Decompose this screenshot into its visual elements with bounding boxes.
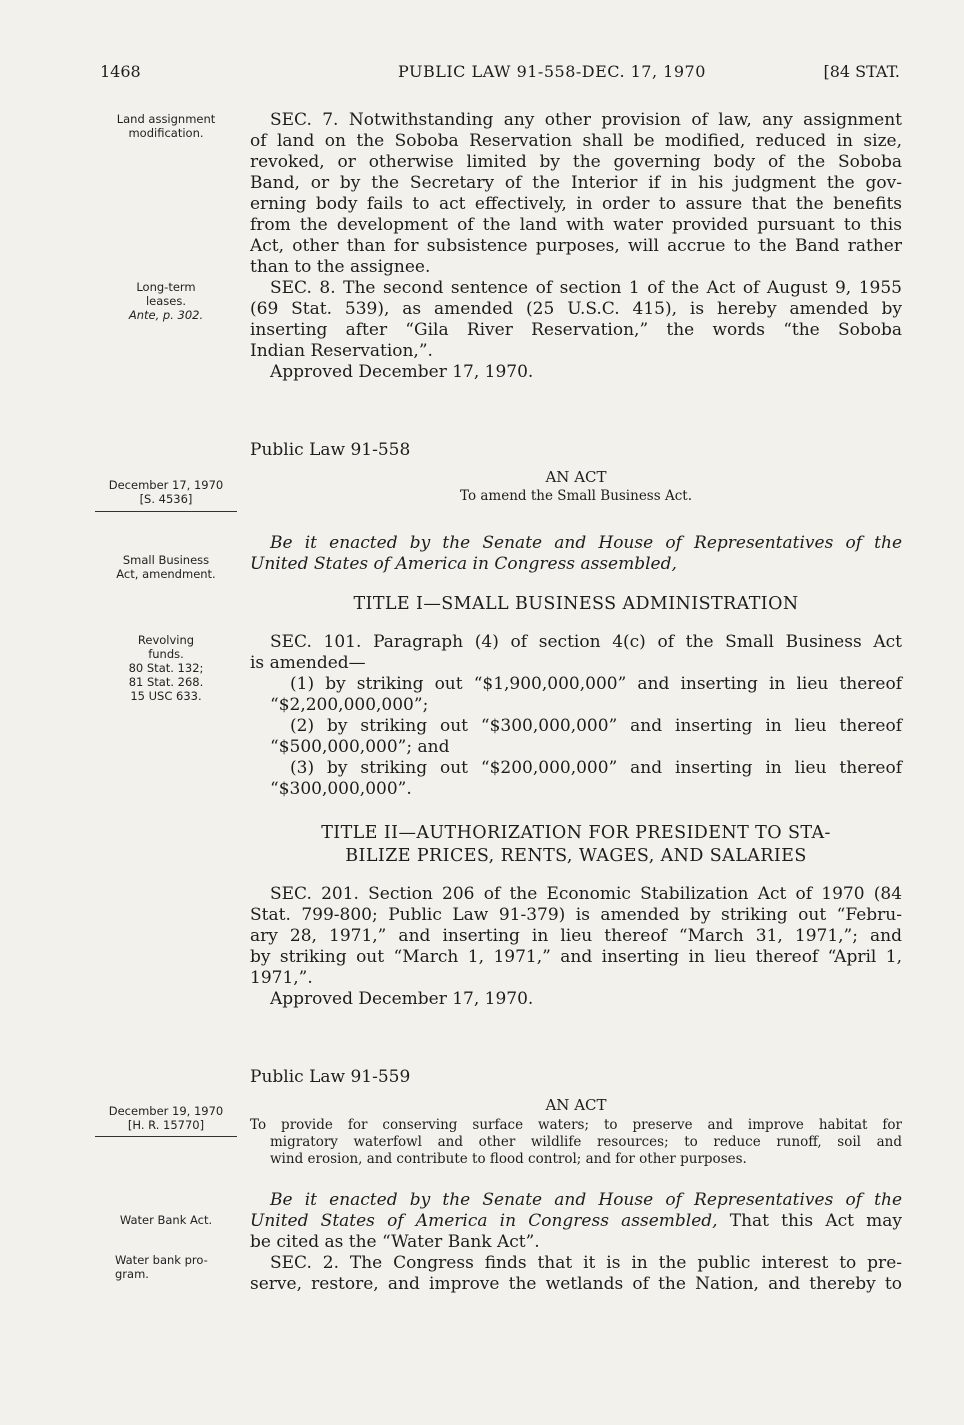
text-line: serve, restore, and improve the wetlands of the Nation, and thereby to [250,1274,902,1294]
text-span: That this Act may [717,1211,902,1231]
margin-note-pl559-date [92,1104,240,1132]
margin-note-small-business [92,553,240,581]
approved-line: Approved December 17, 1970. [270,989,534,1009]
text-line: be cited as the “Water Bank Act”. [250,1232,540,1252]
section-label: SEC. 101. [270,632,362,652]
margin-line: Ante, p. 302. [128,308,204,322]
margin-line: December 17, 1970 [108,478,224,492]
margin-note-water-bank-program [115,1253,263,1281]
text-span: The second sentence of section 1 of the Act of August 9, 1955 [343,278,903,298]
running-header [100,62,900,86]
approved-line: Approved December 17, 1970. [270,362,534,382]
enacting-clause [250,1190,902,1253]
margin-line: gram. [115,1267,149,1281]
text-line: Be it enacted by the Senate and House of Representatives of the [270,533,902,553]
margin-line: [S. 4536] [139,492,193,506]
text-line: than to the assignee. [250,257,431,277]
text-line [250,278,902,299]
an-act: AN ACT [545,1096,607,1114]
section-7 [250,110,902,278]
margin-note-land-assignment [92,112,240,140]
section-label: SEC. 8. [270,278,336,298]
title-heading: TITLE I—SMALL BUSINESS ADMINISTRATION [353,594,799,614]
public-law-91-559 [250,1067,902,1088]
margin-line: 81 Stat. 268. [128,675,204,689]
margin-line: Small Business [122,553,210,567]
amendment-item: (1) by striking out “$1,900,000,000” and inserting in lieu thereof [290,674,902,694]
text-span: Notwithstanding any other provision of law, any assignment [348,110,902,130]
text-span: Section 206 of the Economic Stabilization Act of 1970 (84 [368,884,903,904]
text-line: To provide for conserving surface waters; to preserve and improve habitat for [250,1117,902,1133]
text-line: of land on the Soboba Reservation shall be modified, reduced in size, [250,131,902,151]
text-line: (69 Stat. 539), as amended (25 U.S.C. 415), is hereby amended by [250,299,902,319]
amendment-item: (2) by striking out “$300,000,000” and inserting in lieu thereof [290,716,902,736]
section-101 [250,632,902,800]
margin-line: 80 Stat. 132; [128,661,204,675]
title-i-heading [250,594,902,615]
act-purpose: To amend the Small Business Act. [460,488,692,504]
text-line [250,884,902,905]
an-act-heading [250,1095,902,1116]
public-law-name: Public Law 91-559 [250,1067,411,1087]
title-ii-heading [250,822,902,868]
amendment-item: (3) by striking out “$200,000,000” and inserting in lieu thereof [290,758,902,778]
title-heading: BILIZE PRICES, RENTS, WAGES, AND SALARIES [345,846,807,866]
section-label: SEC. 201. [270,884,359,904]
margin-rule [95,1136,237,1137]
section-2 [250,1253,902,1295]
text-line: revoked, or otherwise limited by the governing body of the Soboba [250,152,902,172]
text-line [250,1211,902,1232]
text-line: from the development of the land with water provided pursuant to this [250,215,902,235]
an-act-heading [250,469,902,505]
text-line: inserting after “Gila River Reservation,” the words “the Soboba [250,320,902,340]
margin-line: [H. R. 15770] [127,1118,205,1132]
section-label: SEC. 2. [270,1253,339,1273]
text-line: Act, other than for subsistence purposes, will accrue to the Band rather [250,236,902,256]
margin-line: Long-term [136,280,196,294]
text-line: Be it enacted by the Senate and House of Representatives of the [270,1190,902,1210]
title-heading: TITLE II—AUTHORIZATION FOR PRESIDENT TO STA- [321,823,831,843]
margin-line: Water Bank Act. [119,1213,213,1227]
margin-line: December 19, 1970 [108,1104,224,1118]
text-span: Paragraph (4) of section 4(c) of the Small Business Act [373,632,903,652]
public-law-91-558 [250,440,902,461]
margin-note-water-bank-act [92,1213,240,1227]
text-line: Stat. 799-800; Public Law 91-379) is amended by striking out “Febru- [250,905,902,925]
section-8 [250,278,902,383]
margin-note-revolving [92,633,240,703]
header-volume: [84 STAT. [823,62,900,81]
header-title: PUBLIC LAW 91-558-DEC. 17, 1970 [398,62,706,81]
section-201 [250,884,902,1010]
text-line [250,632,902,653]
text-line: by striking out “March 1, 1971,” and inserting in lieu thereof “April 1, [250,947,902,967]
margin-rule [95,511,237,512]
page-number: 1468 [100,62,141,81]
margin-note-long-term [92,280,240,322]
text-line: ary 28, 1971,” and inserting in lieu thereof “March 31, 1971,”; and [250,926,902,946]
text-line: 1971,”. [250,968,313,988]
text-span: United States of America in Congress assembled, [250,1211,718,1231]
text-line [250,110,902,131]
text-line: Band, or by the Secretary of the Interior if in his judgment the gov- [250,173,902,193]
act-purpose [250,1117,902,1168]
margin-line: Revolving [137,633,195,647]
text-line: wind erosion, and contribute to flood control; and for other purposes. [270,1151,747,1167]
amendment-item: “$2,200,000,000”; [270,695,429,715]
text-line: migratory waterfowl and other wildlife resources; to reduce runoff, soil and [270,1134,902,1150]
margin-line: modification. [128,126,204,140]
margin-line: Water bank pro- [115,1253,208,1267]
enacting-clause [250,533,902,575]
amendment-item: “$300,000,000”. [270,779,412,799]
text-line: is amended— [250,653,366,673]
text-line [250,1253,902,1274]
margin-note-pl558-date [92,478,240,506]
text-line: United States of America in Congress assembled, [250,554,677,574]
amendment-item: “$500,000,000”; and [270,737,450,757]
text-line: Indian Reservation,”. [250,341,433,361]
margin-line: funds. [148,647,184,661]
margin-line: Act, amendment. [116,567,216,581]
text-span: The Congress finds that it is in the public interest to pre- [349,1253,902,1273]
public-law-name: Public Law 91-558 [250,440,411,460]
margin-line: leases. [145,294,187,308]
text-line: erning body fails to act effectively, in order to assure that the benefits [250,194,902,214]
an-act: AN ACT [545,468,607,486]
margin-line: Land assignment [116,112,216,126]
margin-line: 15 USC 633. [130,689,202,703]
section-label: SEC. 7. [270,110,339,130]
